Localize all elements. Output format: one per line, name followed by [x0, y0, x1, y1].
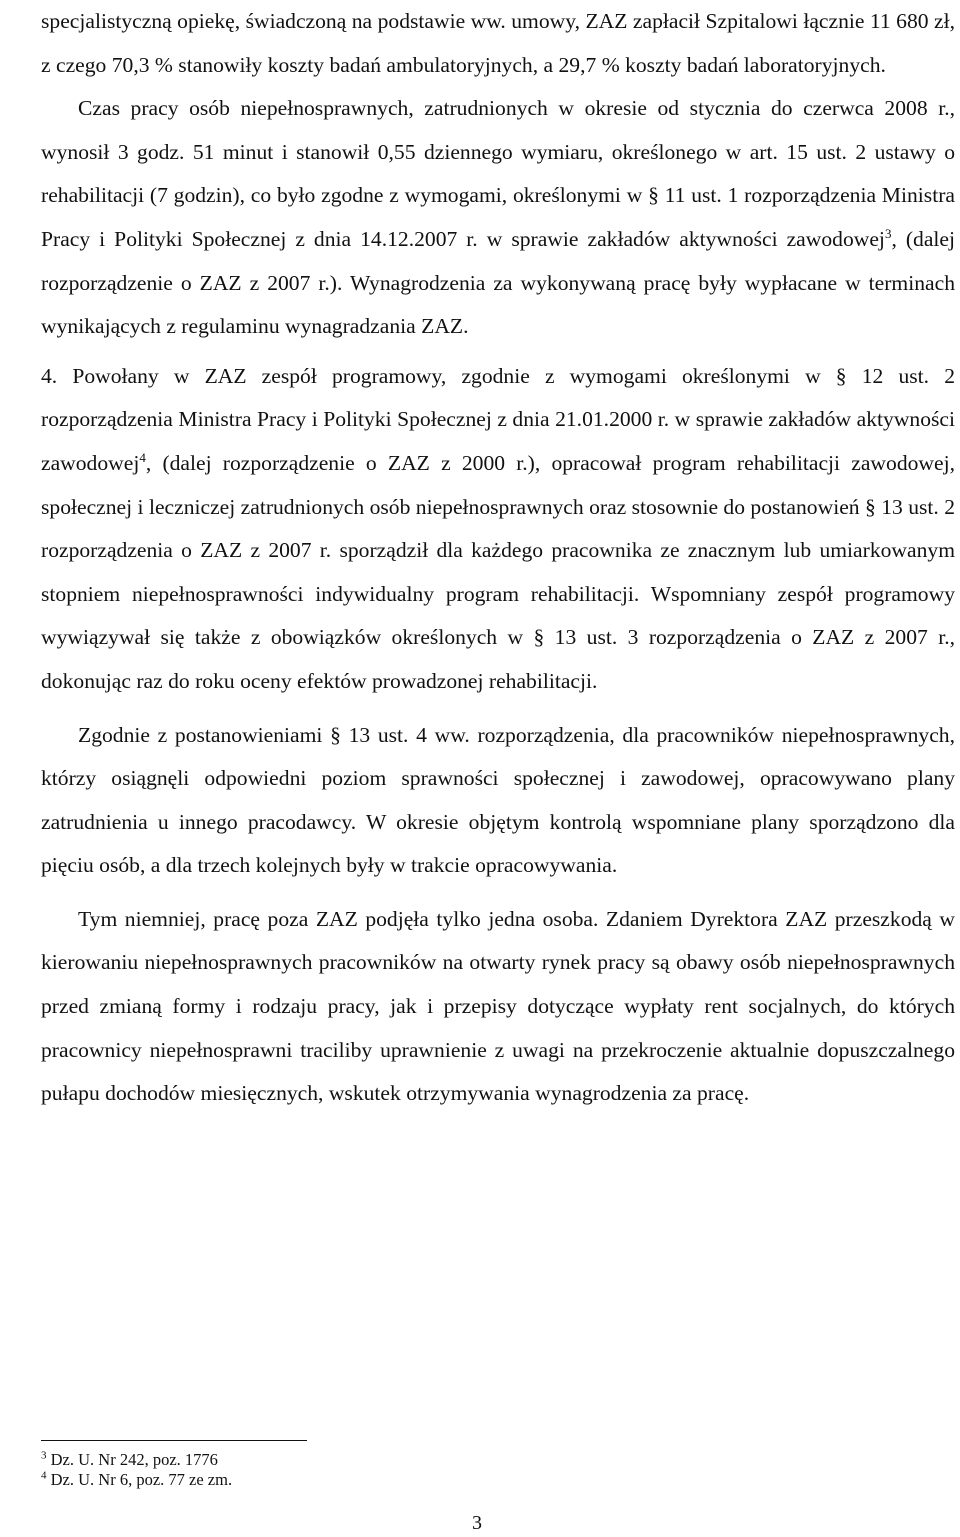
footnote-marker: 4 — [41, 1469, 47, 1482]
paragraph-1: specjalistyczną opiekę, świadczoną na podstawie ww. umowy, ZAZ zapłacił Szpitalowi łącznie 11 680 zł, z czego 70,3 % stanowiły koszty badań ambulatoryjnych, a 29,7 % koszty badań laboratoryjnych. — [41, 9, 955, 77]
paragraph-4: Zgodnie z postanowieniami § 13 ust. 4 ww. rozporządzenia, dla pracowników niepełnosprawnych, którzy osiągnęli odpowiedni poziom sprawności społecznej i zawodowej, opracowywano plany zatrudnienia u innego pracodawcy. W okresie objętym kontrolą wspomniane plany sporządzono dla pięciu osób, a dla trzech kolejnych były w trakcie opracowywania. — [41, 722, 955, 878]
footnotes — [41, 1450, 232, 1490]
footnote-separator — [41, 1440, 307, 1441]
paragraph-3 — [41, 355, 955, 704]
body-text — [41, 0, 955, 1116]
footnote-text: Dz. U. Nr 6, poz. 77 ze zm. — [46, 1470, 233, 1489]
paragraph-5: Tym niemniej, pracę poza ZAZ podjęła tylko jedna osoba. Zdaniem Dyrektora ZAZ przeszkodą w kierowaniu niepełnosprawnych pracowników na otwarty rynek pracy są obawy osób niepełnosprawnych przed zmianą formy i rodzaju pracy, jak i przepisy dotyczące wypłaty rent socjalnych, do których pracownicy niepełnosprawni traciliby uprawnienie z uwagi na przekroczenie aktualnie dopuszczalnego pułapu dochodów miesięcznych, wskutek otrzymywania wynagrodzenia za pracę. — [41, 906, 955, 1106]
page-number: 3 — [472, 1512, 482, 1534]
paragraph-2-part-1: Czas pracy osób niepełnosprawnych, zatrudnionych w okresie od stycznia do czerwca 2008 r., wynosił 3 godz. 51 minut i stanowił 0,55 dziennego wymiaru, określonego w art. 15 ust. 2 ustawy o rehabilitacji (7 godzin), co było zgodne z wymogami, określonymi w § 11 ust. 1 rozporządzenia Ministra Pracy i Polityki Społecznej z dnia 14.12.2007 r. w sprawie zakładów aktywności zawodowej — [41, 96, 955, 251]
paragraph-2-part-2: , (dalej rozporządzenie o ZAZ z 2007 r.). Wynagrodzenia za wykonywaną pracę były wypłacane w terminach wynikających z regulaminu wynagradzania ZAZ. — [41, 226, 956, 339]
footnote-ref-4: 4 — [139, 449, 146, 465]
footnote-3 — [41, 1450, 232, 1470]
footnote-marker: 3 — [41, 1449, 47, 1462]
paragraph-3-part-1: 4. Powołany w ZAZ zespół programowy, zgodnie z wymogami określonymi w § 12 ust. 2 rozporządzenia Ministra Pracy i Polityki Społecznej z dnia 21.01.2000 r. w sprawie zakładów aktywności zawodowej — [41, 363, 955, 475]
paragraph-2 — [41, 87, 955, 349]
footnote-4 — [41, 1470, 232, 1490]
footnote-ref-3: 3 — [884, 225, 892, 241]
footnote-text: Dz. U. Nr 242, poz. 1776 — [46, 1450, 218, 1469]
paragraph-3-part-2: , (dalej rozporządzenie o ZAZ z 2000 r.), opracował program rehabilitacji zawodowej, społecznej i leczniczej zatrudnionych osób niepełnosprawnych oraz stosownie do postanowień § 13 ust. 2 rozporządzenia o ZAZ z 2007 r. sporządził dla każdego pracownika ze znacznym lub umiarkowanym stopniem niepełnosprawności indywidualny program rehabilitacji. Wspomniany zespół programowy wywiązywał się także z obowiązków określonych w § 13 ust. 3 rozporządzenia o ZAZ z 2007 r., dokonując raz do roku oceny efektów prowadzonej rehabilitacji. — [41, 450, 955, 693]
